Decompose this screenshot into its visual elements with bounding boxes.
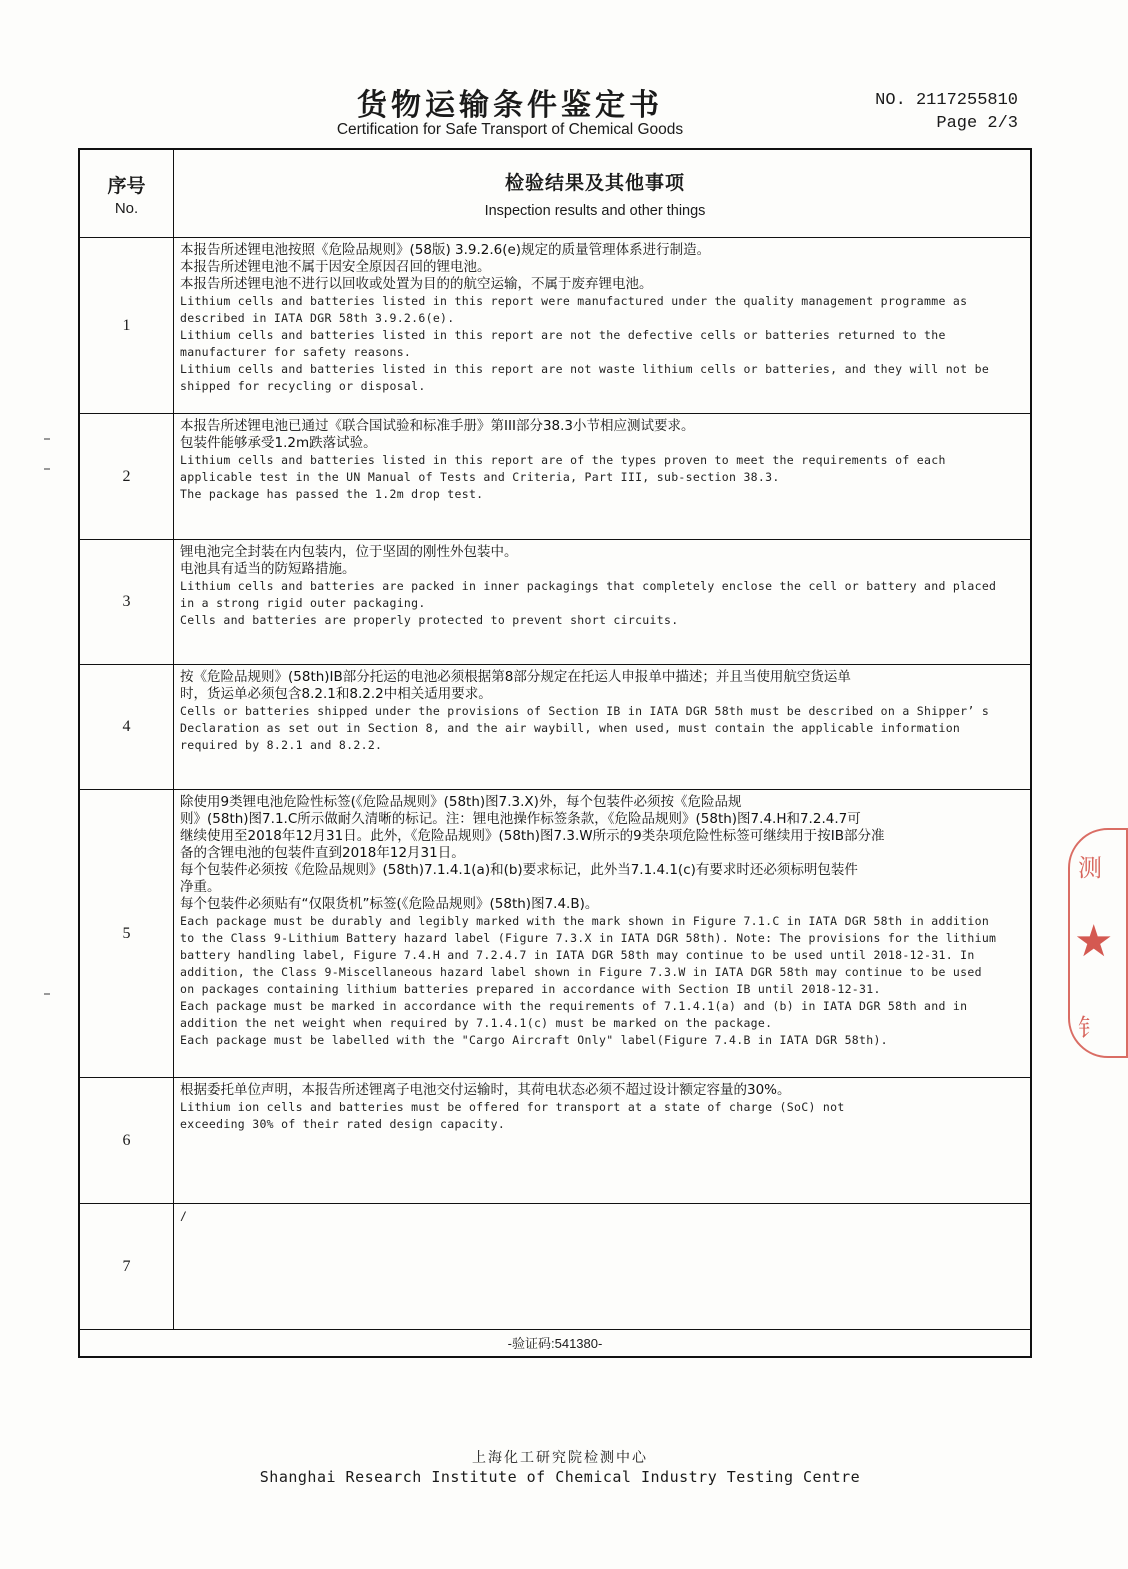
row-text-en: Lithium cells and batteries listed in this report were manufactured under the quality management programme as <box>180 294 968 308</box>
column-header-no-en: No. <box>114 199 139 217</box>
document-number-block <box>875 89 1018 135</box>
row-text-en: battery handling label, Figure 7.4.H and 7.2.4.7 in IATA DGR 58th may continue to be used until 2018-12-31. In <box>180 948 975 962</box>
row-content <box>174 1204 1030 1329</box>
row-text-cn: 本报告所述锂电池已通过《联合国试验和标准手册》第III部分38.3小节相应测试要求。 <box>180 418 695 434</box>
row-content <box>174 1078 1030 1203</box>
row-text-en: addition the net weight when required by 7.1.4.1(c) must be marked on the package. <box>180 1016 773 1030</box>
row-text-en: Each package must be marked in accordance with the requirements of 7.1.4.1(a) and (b) in IATA DGR 58th and in <box>180 999 968 1013</box>
row-text-cn: 本报告所述锂电池按照《危险品规则》(58版) 3.9.2.6(e)规定的质量管理体系进行制造。 <box>180 242 711 258</box>
row-text-en: Lithium cells and batteries are packed in inner packagings that completely enclose the cell or battery and placed <box>180 579 997 593</box>
row-text-en: Lithium ion cells and batteries must be offered for transport at a state of charge (SoC) not <box>180 1100 845 1114</box>
row-text-cn: 按《危险品规则》(58th)IB部分托运的电池必须根据第8部分规定在托运人申报单中描述；并且当使用航空货运单 <box>180 669 851 685</box>
row-text-en: described in IATA DGR 58th 3.9.2.6(e). <box>180 311 455 325</box>
row-text-cn: 每个包装件必须按《危险品规则》(58th)7.1.4.1(a)和(b)要求标记，此外当7.1.4.1(c)有要求时还必须标明包装件 <box>180 862 858 878</box>
row-text-en: Lithium cells and batteries listed in this report are not waste lithium cells or batteries, and they will not be <box>180 362 990 376</box>
row-text-cn: 备的含锂电池的包装件直到2018年12月31日。 <box>180 845 465 861</box>
row-content <box>174 238 1030 413</box>
inspection-results-table <box>78 148 1032 1358</box>
column-header-no <box>80 150 174 237</box>
row-text-cn: 除使用9类锂电池危险性标签(《危险品规则》(58th)图7.3.X)外，每个包装件必须按《危险品规 <box>180 794 742 810</box>
row-number: 6 <box>80 1078 174 1203</box>
row-text-cn: 本报告所述锂电池不属于因安全原因召回的锂电池。 <box>180 259 491 275</box>
row-content <box>174 540 1030 664</box>
column-header-content-cn: 检验结果及其他事项 <box>504 172 685 194</box>
row-text-en: on packages containing lithium batteries prepared in accordance with Section IB until 2018-12-31. <box>180 982 881 996</box>
row-text-en: in a strong rigid outer packaging. <box>180 596 426 610</box>
row-text-en: to the Class 9-Lithium Battery hazard label (Figure 7.3.X in IATA DGR 58th). Note: The provisions for the lithium <box>180 931 997 945</box>
document-number: NO. 2117255810 <box>875 91 1018 110</box>
row-number: 7 <box>80 1204 174 1329</box>
table-row <box>80 414 1030 540</box>
row-text-en: required by 8.2.1 and 8.2.2. <box>180 738 383 752</box>
row-text-cn: 包装件能够承受1.2m跌落试验。 <box>180 435 377 451</box>
column-header-no-cn: 序号 <box>107 175 146 197</box>
row-number: 3 <box>80 540 174 664</box>
row-text-en: Each package must be labelled with the "Cargo Aircraft Only" label(Figure 7.4.B in IATA DGR 58th). <box>180 1033 888 1047</box>
footer-org-cn: 上海化工研究院检测中心 <box>472 1450 648 1466</box>
seal-glyph-top: 测 <box>1078 854 1102 882</box>
document-header <box>0 0 1100 150</box>
table-header-row <box>80 150 1030 238</box>
row-content <box>174 665 1030 789</box>
column-header-content <box>174 150 1030 237</box>
row-text-cn: 电池具有适当的防短路措施。 <box>180 561 356 577</box>
scan-edge-mark <box>44 993 50 995</box>
row-text-cn: 继续使用至2018年12月31日。此外，《危险品规则》(58th)图7.3.W所示的9类杂项危险性标签可继续用于按IB部分准 <box>180 828 885 844</box>
row-text-en: shipped for recycling or disposal. <box>180 379 426 393</box>
table-row <box>80 238 1030 414</box>
row-content <box>174 414 1030 539</box>
verification-code: -验证码:541380- <box>507 1336 603 1351</box>
row-text-en: / <box>180 1209 188 1223</box>
row-text-en: Lithium cells and batteries listed in this report are of the types proven to meet the requirements of each <box>180 453 946 467</box>
row-text-cn: 净重。 <box>180 879 221 895</box>
row-text-cn: 锂电池完全封装在内包装内，位于坚固的刚性外包装中。 <box>180 544 518 560</box>
seal-star-icon: ★ <box>1074 916 1114 967</box>
column-header-content-en: Inspection results and other things <box>484 203 706 219</box>
document-title-cn: 货物运输条件鉴定书 <box>357 88 663 123</box>
row-text-en: addition, the Class 9-Miscellaneous hazard label shown in Figure 7.3.W in IATA DGR 58th may continue to be used <box>180 965 982 979</box>
row-number: 1 <box>80 238 174 413</box>
table-row <box>80 790 1030 1078</box>
page-indicator: Page 2/3 <box>936 114 1018 133</box>
row-number: 5 <box>80 790 174 1077</box>
table-row <box>80 1078 1030 1204</box>
row-text-en: Cells and batteries are properly protected to prevent short circuits. <box>180 613 679 627</box>
row-number: 2 <box>80 414 174 539</box>
table-row <box>80 1204 1030 1330</box>
footer-org-en: Shanghai Research Institute of Chemical Industry Testing Centre <box>259 1468 861 1486</box>
table-row <box>80 540 1030 665</box>
row-text-en: Each package must be durably and legibly marked with the mark shown in Figure 7.1.C in IATA DGR 58th in addition <box>180 914 990 928</box>
row-text-cn: 则》(58th)图7.1.C所示做耐久清晰的标记。注：锂电池操作标签条款，《危险品规则》(58th)图7.4.H和7.2.4.7可 <box>180 811 861 827</box>
official-seal <box>1068 828 1128 1058</box>
row-text-en: applicable test in the UN Manual of Tests and Criteria, Part III, sub-section 38.3. <box>180 470 780 484</box>
row-text-en: Lithium cells and batteries listed in this report are not the defective cells or batteries returned to the <box>180 328 946 342</box>
row-text-cn: 每个包装件必须贴有“仅限货机”标签(《危险品规则》(58th)图7.4.B)。 <box>180 896 599 912</box>
row-content <box>174 790 1030 1077</box>
document-title-en: Certification for Safe Transport of Chemical Goods <box>336 121 684 138</box>
row-text-en: Cells or batteries shipped under the provisions of Section IB in IATA DGR 58th must be described on a Shipper’ s <box>180 704 990 718</box>
table-row <box>80 665 1030 790</box>
scan-edge-mark <box>44 468 50 470</box>
row-text-cn: 本报告所述锂电池不进行以回收或处置为目的的航空运输，不属于废弃锂电池。 <box>180 276 653 292</box>
row-text-en: manufacturer for safety reasons. <box>180 345 412 359</box>
row-text-en: The package has passed the 1.2m drop test. <box>180 487 484 501</box>
seal-glyph-bottom: 钅 <box>1078 1014 1102 1042</box>
row-text-cn: 根据委托单位声明，本报告所述锂离子电池交付运输时，其荷电状态必须不超过设计额定容量的30%。 <box>180 1082 791 1098</box>
row-text-en: Declaration as set out in Section 8, and the air waybill, when used, must contain the applicable information <box>180 721 961 735</box>
scan-edge-mark <box>44 438 50 440</box>
row-number: 4 <box>80 665 174 789</box>
row-text-cn: 时，货运单必须包含8.2.1和8.2.2中相关适用要求。 <box>180 686 492 702</box>
row-text-en: exceeding 30% of their rated design capacity. <box>180 1117 506 1131</box>
